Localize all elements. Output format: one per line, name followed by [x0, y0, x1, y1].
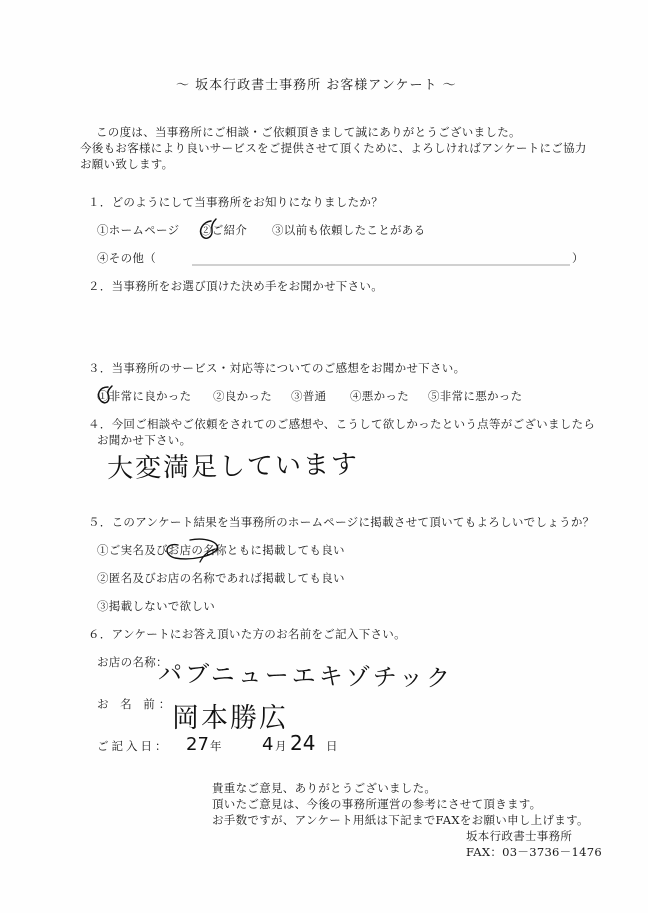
date-month-unit: 月 [275, 739, 287, 753]
q1-question: １．どのようにして当事務所をお知りになりましたか？ [88, 195, 383, 209]
q5-question: ５．このアンケート結果を当事務所のホームページに掲載させて頂いてもよろしいでしょうか？ [88, 515, 595, 529]
shop-name-handwritten: パブニューエキゾチック [157, 659, 454, 693]
office-name: 坂本行政書士事務所 [466, 829, 573, 843]
q5-option-1: ①ご実名及びお店の名称ともに掲載しても良い [97, 543, 345, 557]
q3-option-4: ④悪かった [350, 389, 409, 403]
date-day-unit: 日 [326, 739, 338, 753]
closing-line-1: 貴重なご意見、ありがとうございました。 [212, 781, 437, 795]
date-month-handwritten: 4 [262, 734, 274, 755]
closing-line-2: 頂いたご意見は、今後の事務所運営の参考にさせて頂きます。 [212, 797, 542, 811]
q3-option-2: ②良かった [213, 389, 272, 403]
q5-option-3: ③掲載しないで欲しい [97, 599, 215, 613]
q3-option-1: ①非常に良かった [97, 389, 192, 403]
closing-line-3: お手数ですが、アンケート用紙は下記までFAXをお願い申し上げます。 [212, 813, 589, 827]
shop-name-label: お店の名称： [97, 655, 168, 669]
q5-option-2: ②匿名及びお店の名称であれば掲載しても良い [97, 571, 345, 585]
name-label: お 名 前： [97, 697, 175, 711]
date-label: ご記入日： [97, 739, 170, 753]
fax-number: FAX：03－3736－1476 [466, 845, 602, 859]
date-year-handwritten: 27 [186, 734, 209, 755]
date-year-unit: 年 [210, 739, 222, 753]
intro-line-2: 今後もお客様により良いサービスをご提供させて頂くために、よろしければアンケートにご協力 [80, 141, 587, 155]
q1-other-close: ） [572, 251, 584, 265]
q1-option-2: ②ご紹介 [200, 223, 248, 237]
q3-question: ３．当事務所のサービス・対応等についてのご感想をお聞かせ下さい。 [88, 361, 466, 375]
q4-answer-handwritten: 大変満足しています [106, 449, 360, 485]
q4-question-line-1: ４．今回ご相談やご依頼をされてのご感想や、こうして欲しかったという点等がございましたら [88, 417, 596, 431]
intro-line-1: この度は、当事務所にご相談・ご依頼頂きまして誠にありがとうございました。 [96, 125, 521, 139]
name-handwritten: 岡本勝広 [172, 703, 288, 734]
q1-option-3: ③以前も依頼したことがある [272, 223, 426, 237]
q2-question: ２．当事務所をお選び頂けた決め手をお聞かせ下さい。 [88, 279, 383, 293]
survey-title: ～ 坂本行政書士事務所 お客様アンケート ～ [176, 78, 457, 93]
date-day-handwritten: 24 [290, 731, 316, 755]
q1-option-1: ①ホームページ [97, 223, 180, 237]
q4-question-line-2: お聞かせ下さい。 [97, 433, 192, 447]
q1-option-other: ④その他（ [97, 251, 156, 265]
q6-question: ６．アンケートにお答え頂いた方のお名前をご記入下さい。 [88, 627, 406, 641]
q3-option-5: ⑤非常に悪かった [428, 389, 523, 403]
intro-line-3: お願い致します。 [80, 157, 174, 171]
q3-option-3: ③普通 [291, 389, 327, 403]
